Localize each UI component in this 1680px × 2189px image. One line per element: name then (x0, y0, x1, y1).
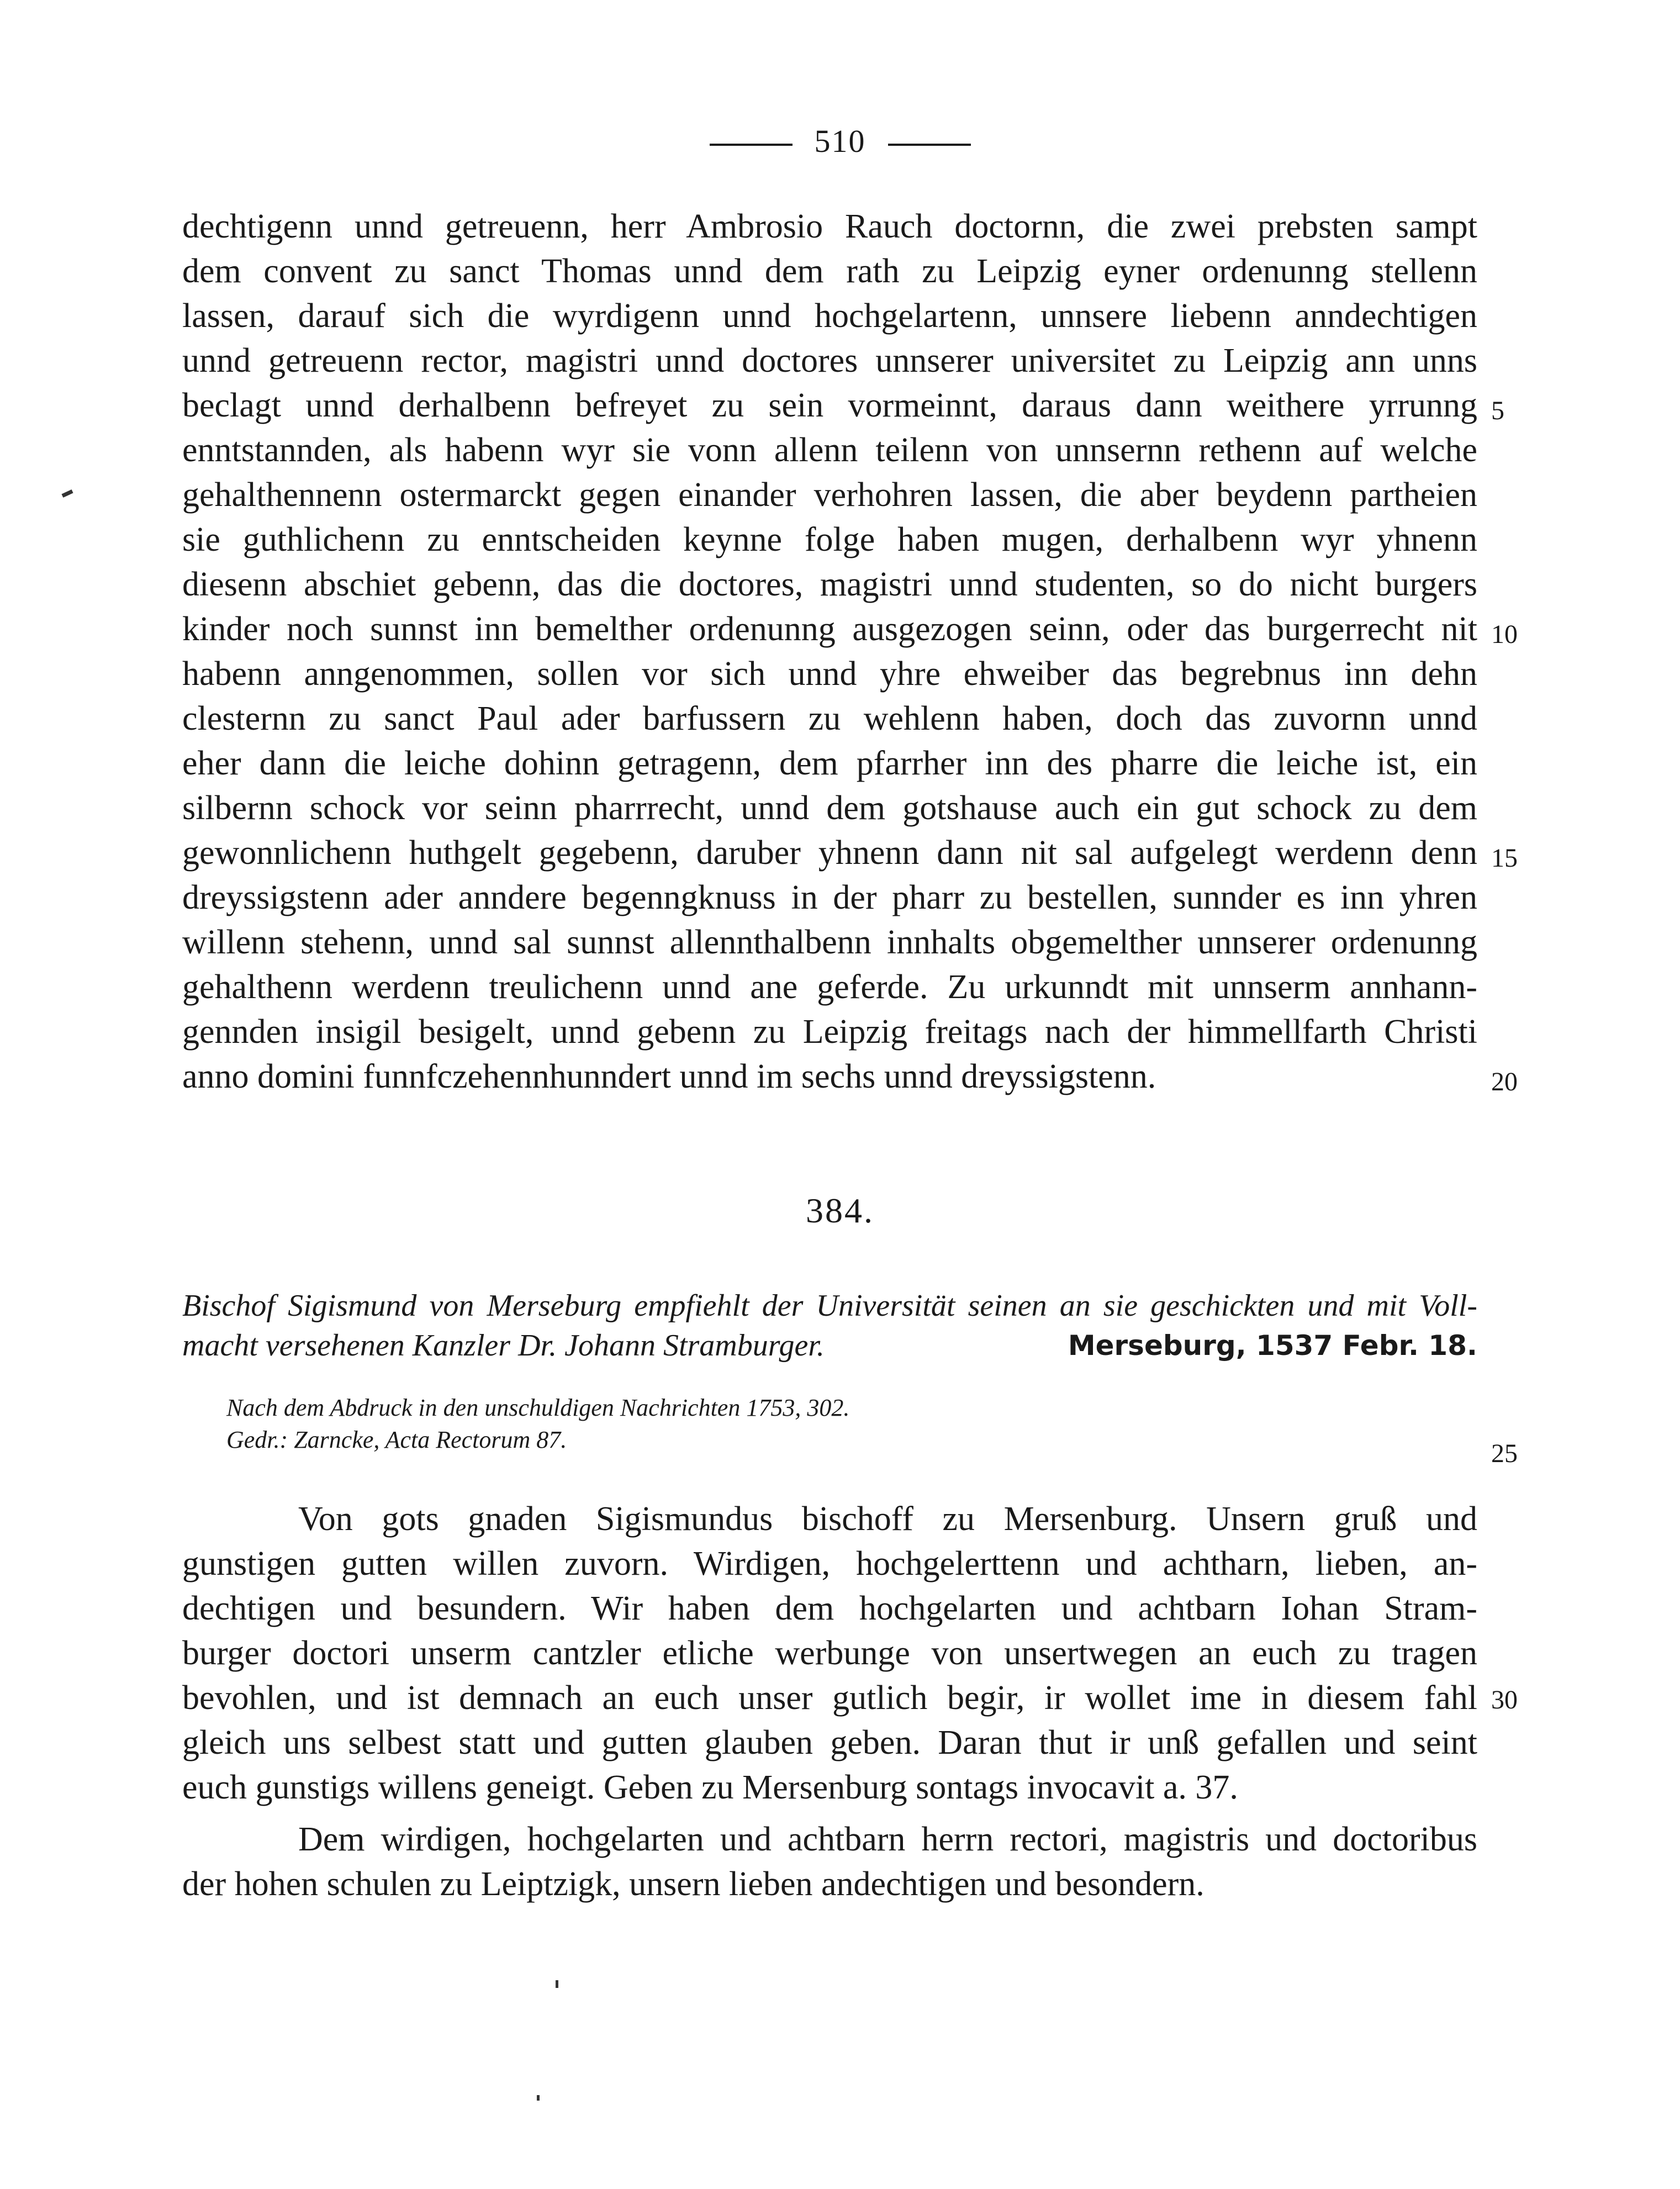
body-line: eher dann die leiche dohinn getragenn, dem pfarrher inn des pharre die leiche ist, ein (182, 745, 1477, 782)
page-header (0, 123, 1680, 160)
document-summary-line: Bischof Sigismund von Merseburg empfiehlt der Universität seinen an sie geschickten und mit Voll- (182, 1289, 1477, 1323)
margin-line-number: 25 (1491, 1439, 1518, 1468)
letter-line: Von gots gnaden Sigismundus bischoff zu Mersenburg. Unsern gruß und (298, 1500, 1477, 1538)
letter-line: gunstigen gutten willen zuvorn. Wirdigen, hochgelerttenn und achtharn, lieben, an- (182, 1545, 1477, 1583)
body-line: gennden insigil besigelt, unnd gebenn zu Leipzig freitags nach der himmellfarth Christi (182, 1013, 1477, 1051)
source-note: Gedr.: Zarncke, Acta Rectorum 87. (226, 1426, 567, 1453)
body-line: gehalthennenn ostermarckt gegen einander verhohren lassen, die aber beydenn partheien (182, 476, 1477, 514)
body-line: clesternn zu sanct Paul ader barfussern zu wehlenn haben, doch das zuvornn unnd (182, 700, 1477, 737)
letter-line: burger doctori unserm cantzler etliche werbunge von unsertwegen an euch zu tragen (182, 1634, 1477, 1672)
margin-line-number: 30 (1491, 1685, 1518, 1715)
dateline: Merseburg, 1537 Febr. 18. (1068, 1330, 1477, 1362)
header-dash-right (888, 144, 971, 146)
document-summary-line (182, 1326, 1477, 1365)
header-dash-left (710, 144, 793, 146)
margin-line-number: 20 (1491, 1067, 1518, 1096)
body-line: gehalthenn werdenn treulichenn unnd ane geferde. Zu urkunndt mit unnserm annhann- (182, 968, 1477, 1006)
letter-line: euch gunstigs willens geneigt. Geben zu Mersenburg sontags invocavit a. 37. (182, 1769, 1238, 1806)
document-number: 384. (806, 1191, 874, 1230)
body-line: dreyssigstenn ader anndere begenngknuss in der pharr zu bestellen, sunnder es inn yhren (182, 879, 1477, 916)
body-line: habenn anngenommen, sollen vor sich unnd yhre ehweiber das begrebnus inn dehn (182, 655, 1477, 693)
letter-line: dechtigen und besundern. Wir haben dem hochgelarten und achtbarn Iohan Stram- (182, 1590, 1477, 1627)
body-line: willenn stehenn, unnd sal sunnst allennthalbenn innhalts obgemelther unnserer ordenunng (182, 924, 1477, 961)
body-line: kinder noch sunnst inn bemelther ordenunng ausgezogen seinn, oder das burgerrecht nit (182, 610, 1477, 648)
page-number: 510 (814, 123, 866, 159)
scan-speck (556, 1980, 558, 1988)
margin-line-number: 5 (1491, 396, 1504, 425)
margin-line-number: 15 (1491, 843, 1518, 873)
letter-line: der hohen schulen zu Leiptzigk, unsern lieben andechtigen und besondern. (182, 1865, 1204, 1903)
body-line: sie guthlichenn zu enntscheiden keynne folge haben mugen, derhalbenn wyr yhnenn (182, 521, 1477, 558)
scan-speck (537, 2095, 540, 2101)
source-note: Nach dem Abdruck in den unschuldigen Nachrichten 1753, 302. (226, 1394, 850, 1421)
body-line: dem convent zu sanct Thomas unnd dem rath zu Leipzig eyner ordenunng stellenn (182, 252, 1477, 290)
margin-line-number: 10 (1491, 620, 1518, 649)
body-line: enntstannden, als habenn wyr sie vonn allenn teilenn von unnsernn rethenn auf welche (182, 431, 1477, 469)
body-line: lassen, darauf sich die wyrdigenn unnd hochgelartenn, unnsere liebenn anndechtigen (182, 297, 1477, 335)
letter-line: Dem wirdigen, hochgelarten und achtbarn herrn rectori, magistris und doctoribus (298, 1821, 1477, 1858)
body-line: anno domini funnfczehennhunndert unnd im sechs unnd dreyssigstenn. (182, 1058, 1156, 1095)
body-line: beclagt unnd derhalbenn befreyet zu sein vormeinnt, daraus dann weithere yrrunng (182, 387, 1477, 424)
letter-line: bevohlen, und ist demnach an euch unser gutlich begir, ir wollet ime in diesem fahl (182, 1679, 1477, 1717)
scan-speck (61, 489, 73, 498)
body-line: diesenn abschiet gebenn, das die doctores, magistri unnd studenten, so do nicht burgers (182, 566, 1477, 603)
letter-line: gleich uns selbest statt und gutten glauben geben. Daran thut ir unß gefallen und seint (182, 1724, 1477, 1761)
body-line: dechtigenn unnd getreuenn, herr Ambrosio Rauch doctornn, die zwei prebsten sampt (182, 208, 1477, 245)
body-line: silbernn schock vor seinn pharrrecht, unnd dem gotshause auch ein gut schock zu dem (182, 789, 1477, 827)
body-line: unnd getreuenn rector, magistri unnd doctores unnserer universitet zu Leipzig ann unns (182, 342, 1477, 379)
body-line: gewonnlichenn huthgelt gegebenn, daruber yhnenn dann nit sal aufgelegt werdenn denn (182, 834, 1477, 872)
summary-text: macht versehenen Kanzler Dr. Johann Stramburger. (182, 1328, 825, 1363)
